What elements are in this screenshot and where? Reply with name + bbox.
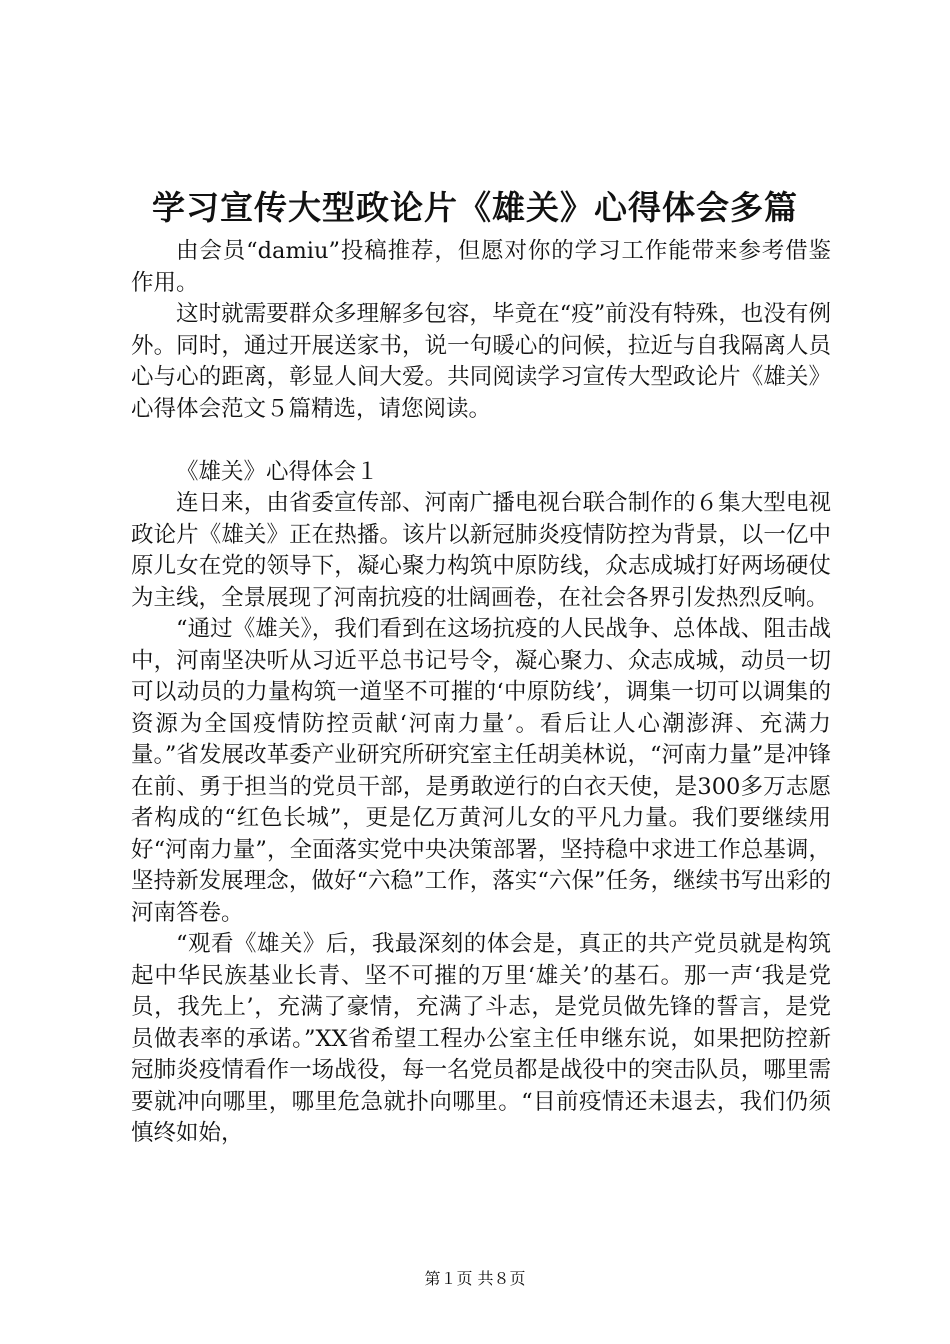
body-paragraph: “通过《雄关》，我们看到在这场抗疫的人民战争、总体战、阻击战中，河南坚决听从习近平总书记号令，凝心聚力、众志成城，动员一切可以动员的力量构筑一道坚不可摧的‘中原防线’，调集一切可以调集的资源为全国疫情防控贡献‘河南力量’。看后让人心潮澎湃、充满力量。”省发展改革委产业研究所研究室主任胡美林说，“河南力量”是冲锋在前、勇于担当的党员干部，是勇敢逆行的白衣天使，是300多万志愿者构成的“红色长城”，更是亿万黄河儿女的平凡力量。我们要继续用好“河南力量”，全面落实党中央决策部署，坚持稳中求进工作总基调，坚持新发展理念，做好“六稳”工作，落实“六保”任务，继续书写出彩的河南答卷。: [131, 616, 831, 926]
document-body: [131, 236, 831, 1150]
body-paragraph: “观看《雄关》后，我最深刻的体会是，真正的共产党员就是构筑起中华民族基业长青、坚不可摧的万里‘雄关’的基石。那一声‘我是党员，我先上’，充满了豪情，充满了斗志，是党员做先锋的誓言，是党员做表率的承诺。”XX省希望工程办公室主任申继东说，如果把防控新冠肺炎疫情看作一场战役，每一名党员都是战役中的突击队员，哪里需要就冲向哪里，哪里危急就扑向哪里。“目前疫情还未退去，我们仍须慎终如始，: [131, 931, 831, 1146]
intro-paragraph: 这时就需要群众多理解多包容，毕竟在“疫”前没有特殊，也没有例外。同时，通过开展送家书，说一句暖心的问候，拉近与自我隔离人员心与心的距离，彰显人间大爱。共同阅读学习宣传大型政论片《雄关》心得体会范文５篇精选，请您阅读。: [131, 301, 831, 422]
body-paragraph: 连日来，由省委宣传部、河南广播电视台联合制作的６集大型电视政论片《雄关》正在热播。该片以新冠肺炎疫情防控为背景，以一亿中原儿女在党的领导下，凝心聚力构筑中原防线，众志成城打好两场硬仗为主线，全景展现了河南抗疫的壮阔画卷，在社会各界引发热烈反响。: [131, 490, 831, 611]
page-footer: 第１页 共８页: [424, 1269, 526, 1288]
section-heading: 《雄关》心得体会１: [176, 458, 379, 485]
intro-paragraph: 由会员“damiu”投稿推荐，但愿对你的学习工作能带来参考借鉴作用。: [131, 238, 831, 296]
document-title: 学习宣传大型政论片《雄关》心得体会多篇: [152, 188, 798, 227]
